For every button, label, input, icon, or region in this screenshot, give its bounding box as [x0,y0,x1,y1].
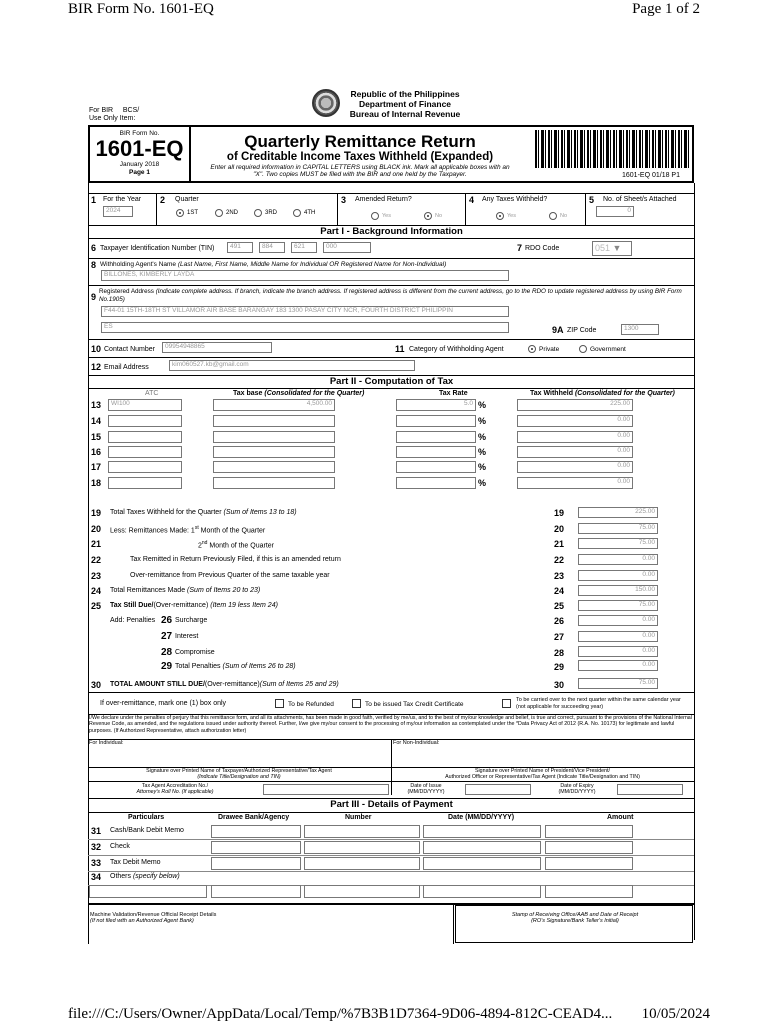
item-24-number: 24 [91,586,102,596]
item-29-label: Total Penalties (Sum of Items 26 to 28) [175,663,296,670]
drawee-bank-field[interactable] [211,841,301,854]
any-taxes-no-label: No [560,213,568,219]
item-25-right-number: 25 [554,601,565,611]
item-29-field[interactable]: 0.00 [578,660,658,671]
item-21-label: 2nd Month of the Quarter [198,540,275,550]
tax-rate-field[interactable] [396,446,476,458]
tax-rate-field[interactable] [396,477,476,489]
sig-individual-caption: Signature over Printed Name of Taxpayer/Authorized Representative/Tax Agent (Indicate Title/Designation and TIN) [146,768,332,780]
payment-number-field[interactable] [304,841,420,854]
drawee-bank-field[interactable] [211,857,301,870]
item-26-label: Surcharge [175,617,208,624]
print-header-left: BIR Form No. 1601-EQ [68,1,214,17]
tax-row-number: 15 [91,432,102,442]
amended-label: Amended Return? [355,196,412,203]
amended-no-radio[interactable] [424,212,432,220]
tax-row-number: 18 [91,478,102,488]
category-government-label: Government [590,346,626,353]
item-27-number: 27 [161,631,173,642]
email-field[interactable]: kim060527.kb@gmail.com [169,360,415,371]
tax-row-number: 14 [91,416,102,426]
item-20-right-number: 20 [554,524,565,534]
item-30-label: TOTAL AMOUNT STILL DUE/(Over-remittance)(Sum of Items 25 and 29) [110,681,339,688]
zip-label: ZIP Code [567,327,597,334]
for-year-label: For the Year [103,196,142,203]
form-instruction-1: Enter all required information in CAPITAL LETTERS using BLACK ink. Mark all applicable boxes with an [210,164,510,171]
payment-date-field[interactable] [423,825,541,838]
declaration-text: I/We declare under the penalties of perjury that this remittance form, and all its attachments, has been made in good faith, verified by me/us, and to the best of my/our knowledge and belief, is true and correct, pursuant to the provisions of the National Internal Revenue Code, as amended, and the regulations issued under authority thereof. Further, I/we give my/our consent to the processing of my/our information as contemplated under the *Data Privacy Act of 2012 (R.A. No. 10173) for legitimate and lawful purposes. (If Authorized Representative, attach authorization letter) [89,715,692,734]
item-25-number: 25 [91,601,102,611]
row-divider [88,839,694,840]
item-26-number: 26 [161,615,173,626]
accreditation-field[interactable] [263,784,389,795]
item-19-field[interactable]: 225.00 [578,507,658,518]
item-19-right-number: 19 [554,508,565,518]
issue-date-field[interactable] [465,784,531,795]
tax-row-number: 16 [91,447,102,457]
drawee-bank-header: Drawee Bank/Agency [218,814,290,821]
any-taxes-label: Any Taxes Withheld? [482,196,548,203]
row-divider [88,871,694,872]
item-23-number: 23 [91,571,102,581]
machine-validation-label: Machine Validation/Revenue Official Receipt Details (If not filed with an Authorized Agent Bank) [90,912,217,925]
amount-header: Amount [607,814,634,821]
date-header: Date (MM/DD/YYYY) [448,814,515,821]
tin-field-1[interactable]: 491 [227,242,253,253]
item-28-label: Compromise [175,649,215,656]
atc-field[interactable] [108,415,182,427]
payment-date-field[interactable] [423,857,541,870]
category-private-radio[interactable] [528,345,536,353]
item-19-number: 19 [91,508,102,518]
payment-row-number: 31 [91,826,102,836]
item-20-number: 20 [91,524,102,534]
any-taxes-no-radio[interactable] [549,212,557,220]
item-27-label: Interest [175,633,199,640]
percent-sign: % [478,416,487,426]
row-divider [88,855,694,856]
item-25-label: Tax Still Due/(Over-remittance) (Item 19 less Item 24) [110,602,278,609]
zip-field[interactable]: 1300 [621,324,659,335]
payment-number-field[interactable] [304,857,420,870]
amended-yes-radio[interactable] [371,212,379,220]
tax-base-field[interactable] [213,446,335,458]
item-6-number: 6 [91,243,97,253]
atc-header: ATC [145,390,159,397]
address-label: Registered Address (Indicate complete address. If branch, indicate the branch address. If registered address is different from the current address, go to the RDO to update registered address by using BIR Form No.1905) [99,288,682,303]
category-government-radio[interactable] [579,345,587,353]
payment-date-field[interactable] [423,841,541,854]
payment-row-label: Others (specify below) [110,873,180,880]
item-30-field[interactable]: 75.00 [578,678,658,689]
for-year-field[interactable]: 2024 [103,206,133,217]
item-28-field[interactable]: 0.00 [578,646,658,657]
payment-amount-field[interactable] [545,825,633,838]
payment-number-field[interactable] [304,825,420,838]
item-12-number: 12 [91,362,102,372]
part3-title: Part III - Details of Payment [330,799,453,810]
item-7-number: 7 [517,243,523,253]
carry-over-checkbox[interactable] [502,699,511,708]
percent-sign: % [478,400,487,410]
item-22-right-number: 22 [554,555,565,565]
tin-field-4[interactable]: 000 [323,242,371,253]
tax-withheld-header: Tax Withheld (Consolidated for the Quarter) [530,390,675,397]
for-individual-label: For Individual: [89,740,124,746]
tax-rate-field[interactable]: 5.0 [396,399,476,411]
item-19-label: Total Taxes Withheld for the Quarter (Sum of Items 13 to 18) [110,509,297,516]
bir-seal-icon [312,89,340,117]
percent-sign: % [478,462,487,472]
expiry-date-label: Date of Expiry (MM/DD/YYYY) [558,783,596,795]
particulars-header: Particulars [128,814,165,821]
item-20-label: Less: Remittances Made: 1st Month of the Quarter [110,525,266,535]
item-9a-number: 9A [552,325,564,335]
agency-line3: Bureau of Internal Revenue [349,109,461,119]
address-field[interactable]: F44-01 15TH-18TH ST VILLAMOR AIR BASE BARANGAY 183 1300 PASAY CITY NCR, FOURTH DISTRICT PHILIPPIN [101,306,509,317]
print-footer-right: 10/05/2024 [641,1006,710,1022]
tcc-checkbox[interactable] [352,699,361,708]
form-subtitle: of Creditable Income Taxes Withheld (Expanded) [226,151,494,163]
form-page: Page 1 [129,168,150,176]
category-label: Category of Withholding Agent [409,346,504,353]
contact-field[interactable]: 09954948865 [162,342,272,353]
payment-amount-field[interactable] [545,841,633,854]
item-4-number: 4 [469,195,475,205]
item-29-number: 29 [161,661,173,672]
tax-base-header: Tax base (Consolidated for the Quarter) [233,390,365,397]
signature-individual-field[interactable] [92,747,388,765]
item-28-right-number: 28 [554,648,565,658]
item-23-field[interactable]: 0.00 [578,570,658,581]
agency-line1: Republic of the Philippines [350,89,460,99]
print-header-right: Page 1 of 2 [632,1,700,17]
item-8-number: 8 [91,260,97,270]
atc-field[interactable] [108,477,182,489]
tin-field-3[interactable]: 621 [291,242,317,253]
tcc-label: To be issued Tax Credit Certificate [365,701,464,708]
tax-rate-field[interactable] [396,415,476,427]
item-24-label: Total Remittances Made (Sum of Items 20 to 23) [110,587,261,594]
quarter-label: Quarter [175,196,199,203]
tax-base-field[interactable] [213,477,335,489]
item-3-number: 3 [341,195,347,205]
tax-rate-field[interactable] [396,461,476,473]
item-22-label: Tax Remitted in Return Previously Filed, if this is an amended return [130,556,341,563]
number-header: Number [345,814,372,821]
email-label: Email Address [104,364,149,371]
item-25-field[interactable]: 75.00 [578,600,658,611]
item-22-field[interactable]: 0.00 [578,554,658,565]
for-bir-use: For BIR BCS/ Use Only Item: [89,107,140,122]
quarter-3rd-label: 3RD [265,210,278,216]
quarter-3rd-radio[interactable] [254,209,262,217]
part1-title: Part I - Background Information [320,226,463,237]
item-21-number: 21 [91,539,102,549]
refund-checkbox[interactable] [275,699,284,708]
item-27-right-number: 27 [554,632,565,642]
item-27-field[interactable]: 0.00 [578,631,658,642]
tax-withheld-field[interactable]: 0.00 [517,461,633,473]
item-30-right-number: 30 [554,680,565,690]
tax-rate-header: Tax Rate [439,390,468,397]
item-24-right-number: 24 [554,586,565,596]
others-amount-field[interactable] [545,885,633,898]
item-22-number: 22 [91,555,102,565]
payment-row-number: 32 [91,842,102,852]
item-2-number: 2 [160,195,166,205]
item-23-right-number: 23 [554,571,565,581]
form-id-block [90,130,189,176]
form-number: 1601-EQ [95,136,184,162]
atc-field[interactable] [108,431,182,443]
payment-row-number: 34 [91,872,102,882]
quarter-1st-label: 1ST [187,210,199,216]
tin-label: Taxpayer Identification Number (TIN) [100,245,215,252]
any-taxes-yes-radio[interactable] [496,212,504,220]
refund-label: To be Refunded [288,701,334,708]
expiry-date-field[interactable] [617,784,683,795]
accreditation-label: Tax Agent Accreditation No./ Attorney's Roll No. (If applicable) [136,783,214,795]
percent-sign: % [478,478,487,488]
item-9-number: 9 [91,292,97,302]
add-penalties-label: Add: Penalties [110,617,156,624]
agent-name-field[interactable]: BILLONES, KIMBERLY LAYDA [101,270,509,281]
form-instruction-2: "X". Two copies MUST be filed with the BIR and one held by the Taxpayer. [253,171,467,179]
address-field-2[interactable]: ES [101,322,509,333]
tax-base-field[interactable] [213,461,335,473]
item-10-number: 10 [91,344,102,354]
payment-row-number: 33 [91,858,102,868]
drawee-bank-field[interactable] [211,825,301,838]
item-1-number: 1 [91,195,97,205]
tax-withheld-field[interactable]: 0.00 [517,477,633,489]
category-private-label: Private [539,346,560,353]
agency-header [345,89,465,119]
issue-date-label: Date of Issue (MM/DD/YYYY) [407,783,445,795]
item-23-label: Over-remittance from Previous Quarter of the same taxable year [130,572,330,579]
sheets-label: No. of Sheet/s Attached [603,196,677,203]
contact-label: Contact Number [104,346,155,353]
atc-field[interactable]: WI100 [108,399,182,411]
tax-withheld-field[interactable]: 0.00 [517,446,633,458]
quarter-2nd-label: 2ND [226,210,239,216]
form-date: January 2018 [119,161,160,169]
rdo-label: RDO Code [525,245,560,252]
tin-field-2[interactable]: 884 [259,242,285,253]
quarter-2nd-radio[interactable] [215,209,223,217]
item-28-number: 28 [161,647,173,658]
form-title-block [190,133,530,179]
tax-withheld-field[interactable]: 225.00 [517,399,633,411]
payment-row-label: Cash/Bank Debit Memo [110,827,184,834]
payment-row-label: Check [110,843,130,850]
item-30-number: 30 [91,680,102,690]
rdo-select[interactable]: 051 ▼ [592,241,632,256]
sig-non-individual-caption: Signature over Printed Name of President/Vice President/ Authorized Officer or Representative/Tax Agent (Indicate Title/Designation and TIN) [445,768,640,780]
signature-non-individual-field[interactable] [395,747,691,765]
quarter-4th-label: 4TH [304,210,316,216]
tax-base-field[interactable] [213,415,335,427]
chevron-down-icon: ▼ [612,243,622,253]
amended-no-label: No [435,213,443,219]
barcode-image [535,130,690,168]
print-footer-left: file:///C:/Users/Owner/AppData/Local/Temp/%7B3B1D7364-9D06-4894-812C-CEAD4... [68,1006,613,1022]
item-20-field[interactable]: 75.00 [578,523,658,534]
for-non-individual-label: For Non-Individual: [393,740,440,746]
item-11-number: 11 [395,344,405,354]
atc-field[interactable] [108,446,182,458]
tax-withheld-field[interactable]: 0.00 [517,431,633,443]
tax-row-number: 17 [91,462,102,472]
quarter-4th-radio[interactable] [293,209,301,217]
part2-title: Part II - Computation of Tax [329,376,454,387]
tax-rate-field[interactable] [396,431,476,443]
sheets-field[interactable]: 0 [596,206,634,217]
agent-name-label: Withholding Agent's Name (Last Name, First Name, Middle Name for Individual OR Registered Name for Non-Individual) [100,261,447,268]
percent-sign: % [478,432,487,442]
atc-field[interactable] [108,461,182,473]
percent-sign: % [478,447,487,457]
item-21-field[interactable]: 75.00 [578,538,658,549]
item-24-field[interactable]: 150.00 [578,585,658,596]
quarter-1st-radio[interactable] [176,209,184,217]
tax-base-field[interactable] [213,431,335,443]
others-number-field[interactable] [304,885,420,898]
item-21-right-number: 21 [554,539,565,549]
others-bank-field[interactable] [211,885,301,898]
over-remit-label: If over-remittance, mark one (1) box only [100,700,227,707]
any-taxes-yes-label: Yes [507,213,516,219]
item-26-right-number: 26 [554,616,565,626]
tax-row-number: 13 [91,400,102,410]
item-26-field[interactable]: 0.00 [578,615,658,626]
payment-row-label: Tax Debit Memo [110,859,161,866]
item-29-right-number: 29 [554,662,565,672]
stamp-label: Stamp of Receiving Office/AAB and Date of Receipt (RO's Signature/Bank Teller's Initial) [511,912,639,925]
amended-yes-label: Yes [382,213,391,219]
item-5-number: 5 [589,195,595,205]
form-label: BIR Form No. [119,130,160,137]
agency-line2: Department of Finance [358,99,452,109]
barcode-code: 1601-EQ 01/18 P1 [622,172,680,179]
tax-base-field[interactable]: 4,500.00 [213,399,335,411]
others-date-field[interactable] [423,885,541,898]
others-specify-field[interactable] [89,885,207,898]
payment-amount-field[interactable] [545,857,633,870]
form-title: Quarterly Remittance Return [244,132,476,151]
tax-withheld-field[interactable]: 0.00 [517,415,633,427]
carry-over-label: To be carried over to the next quarter within the same calendar year (not applicable for succeeding year) [516,697,681,710]
